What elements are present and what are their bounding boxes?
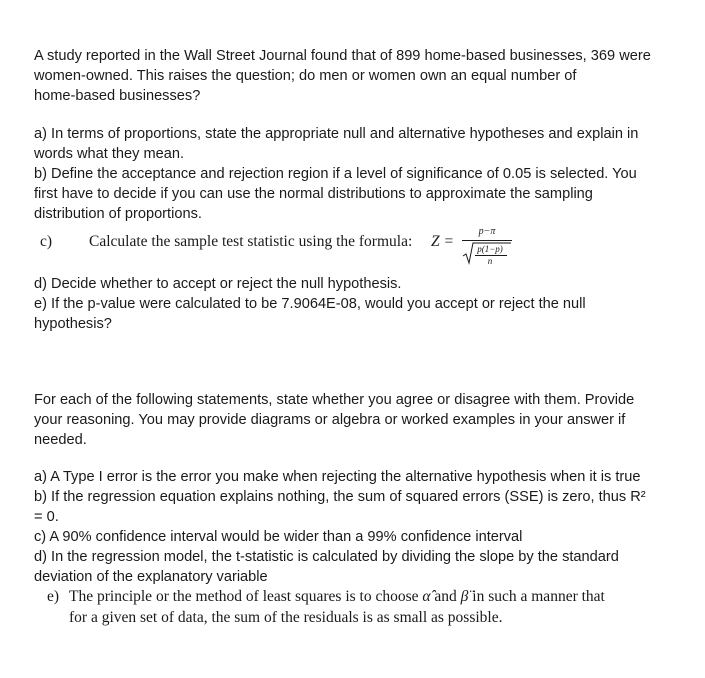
q1-part-line: hypothesis? [34, 316, 112, 332]
formula-denominator-top: p(1−p) [477, 244, 503, 254]
q1-part-line: a) In terms of proportions, state the appropriate null and alternative hypotheses and explain in [34, 126, 639, 142]
formula-denominator-bottom: n [487, 256, 493, 266]
part-e-label: e) [47, 588, 60, 605]
q1-intro-line: home-based businesses? [34, 88, 201, 104]
q2-statement-line: deviation of the explanatory variable [34, 569, 268, 585]
q2-statement-line: c) A 90% confidence interval would be wider than a 99% confidence interval [34, 529, 523, 545]
q1-parts-ab [34, 124, 674, 224]
part-e-line-1 [69, 587, 605, 607]
part-e-and: and [434, 588, 457, 605]
part-c-text: Calculate the sample test statistic using the formula: [89, 233, 413, 250]
q2-intro-line: needed. [34, 432, 87, 448]
q2-intro [34, 390, 674, 450]
part-e-text-post: in such a manner that [472, 588, 605, 605]
formula-numerator: p−π [478, 226, 496, 237]
part-c-label: c) [40, 233, 53, 250]
q1-intro-line: A study reported in the Wall Street Journal found that of 899 home-based businesses, 369 were [34, 48, 651, 64]
q2-statements [34, 467, 674, 587]
part-e-line-2: for a given set of data, the sum of the residuals is as small as possible. [69, 609, 503, 626]
q2-statement-line: d) In the regression model, the t-statistic is calculated by dividing the slope by the standard [34, 549, 619, 565]
q1-part-line: b) Define the acceptance and rejection region if a level of significance of 0.05 is selected. You [34, 166, 637, 182]
q1-part-line: d) Decide whether to accept or reject the null hypothesis. [34, 276, 402, 292]
alpha-hat-symbol: α̂ [422, 588, 431, 605]
q2-intro-line: For each of the following statements, state whether you agree or disagree with them. Provide [34, 392, 635, 408]
q2-statement-line: b) If the regression equation explains nothing, the sum of squared errors (SSE) is zero, thus R² [34, 489, 646, 505]
q1-intro-line: women-owned. This raises the question; do men or women own an equal number of [34, 68, 577, 84]
formula-lhs: Z = [431, 233, 454, 250]
part-e-text-pre: The principle or the method of least squares is to choose [69, 588, 419, 605]
q1-parts-de [34, 274, 674, 334]
q1-part-line: e) If the p-value were calculated to be 7.9064E-08, would you accept or reject the null [34, 296, 586, 312]
beta-hat-symbol: β̈ [460, 588, 469, 605]
q1-intro [34, 46, 674, 106]
q1-part-line: distribution of proportions. [34, 206, 202, 222]
q2-intro-line: your reasoning. You may provide diagrams or algebra or worked examples in your answer if [34, 412, 626, 428]
q1-part-line: first have to decide if you can use the normal distributions to approximate the sampling [34, 186, 593, 202]
q1-part-line: words what they mean. [34, 146, 185, 162]
q2-statement-line: a) A Type I error is the error you make when rejecting the alternative hypothesis when it is true [34, 469, 641, 485]
q2-statement-line: = 0. [34, 509, 59, 525]
